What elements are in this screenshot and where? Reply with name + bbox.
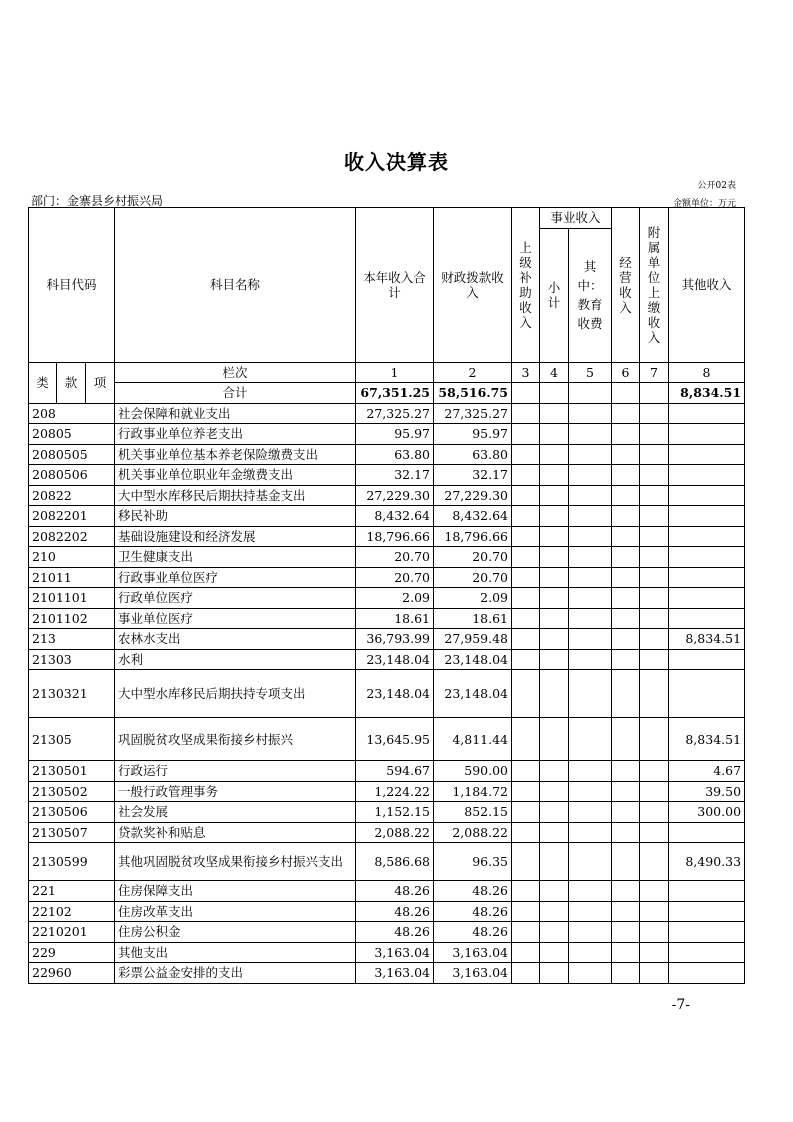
table-row xyxy=(29,802,745,823)
row-other xyxy=(669,465,745,486)
row-fiscal: 48.26 xyxy=(434,881,512,902)
row-code: 2130599 xyxy=(29,843,115,881)
row-code: 221 xyxy=(29,881,115,902)
row-other: 8,490.33 xyxy=(669,843,745,881)
table-row xyxy=(29,670,745,718)
row-other xyxy=(669,901,745,922)
row-other xyxy=(669,403,745,424)
row-other xyxy=(669,942,745,963)
row-total: 63.80 xyxy=(356,444,434,465)
row-code: 213 xyxy=(29,629,115,650)
total-row-label: 合计 xyxy=(115,383,356,404)
row-fiscal: 20.70 xyxy=(434,567,512,588)
header-name: 科目名称 xyxy=(115,208,356,363)
row-total: 2.09 xyxy=(356,588,434,609)
row-other xyxy=(669,608,745,629)
header-affiliated: 附属单位上缴收入 xyxy=(640,208,669,363)
row-code: 21011 xyxy=(29,567,115,588)
row-other xyxy=(669,881,745,902)
row-code: 2130501 xyxy=(29,761,115,782)
row-name: 住房公积金 xyxy=(115,922,356,943)
col-num: 6 xyxy=(612,362,640,383)
row-other: 300.00 xyxy=(669,802,745,823)
row-total: 8,586.68 xyxy=(356,843,434,881)
header-xiang: 项 xyxy=(86,362,115,403)
row-other xyxy=(669,822,745,843)
row-other: 8,834.51 xyxy=(669,629,745,650)
row-code: 2101101 xyxy=(29,588,115,609)
row-other xyxy=(669,547,745,568)
row-fiscal: 32.17 xyxy=(434,465,512,486)
row-fiscal: 18,796.66 xyxy=(434,526,512,547)
row-other: 8,834.51 xyxy=(669,718,745,761)
table-row xyxy=(29,718,745,761)
row-name: 行政运行 xyxy=(115,761,356,782)
row-other xyxy=(669,506,745,527)
table-row xyxy=(29,485,745,506)
row-name: 农林水支出 xyxy=(115,629,356,650)
table-row xyxy=(29,506,745,527)
row-code: 208 xyxy=(29,403,115,424)
row-name: 事业单位医疗 xyxy=(115,608,356,629)
row-name: 机关事业单位基本养老保险缴费支出 xyxy=(115,444,356,465)
row-other xyxy=(669,963,745,984)
table-row xyxy=(29,629,745,650)
row-total: 2,088.22 xyxy=(356,822,434,843)
row-total: 3,163.04 xyxy=(356,942,434,963)
column-label: 栏次 xyxy=(115,362,356,383)
row-code: 2210201 xyxy=(29,922,115,943)
header-subtotal: 小计 xyxy=(540,228,569,362)
table-row xyxy=(29,942,745,963)
header-lei: 类 xyxy=(29,362,57,403)
row-other xyxy=(669,670,745,718)
table-row xyxy=(29,761,745,782)
row-name: 彩票公益金安排的支出 xyxy=(115,963,356,984)
row-total: 594.67 xyxy=(356,761,434,782)
col-num: 7 xyxy=(640,362,669,383)
table-row xyxy=(29,526,745,547)
table-row xyxy=(29,781,745,802)
row-name: 其他支出 xyxy=(115,942,356,963)
row-total: 8,432.64 xyxy=(356,506,434,527)
row-name: 行政事业单位养老支出 xyxy=(115,424,356,445)
table-row xyxy=(29,588,745,609)
table-row xyxy=(29,547,745,568)
row-code: 2082201 xyxy=(29,506,115,527)
row-total: 1,224.22 xyxy=(356,781,434,802)
row-fiscal: 48.26 xyxy=(434,922,512,943)
row-name: 行政单位医疗 xyxy=(115,588,356,609)
row-total: 27,325.27 xyxy=(356,403,434,424)
income-table xyxy=(28,207,745,984)
row-total: 36,793.99 xyxy=(356,629,434,650)
table-row xyxy=(29,424,745,445)
row-name: 社会发展 xyxy=(115,802,356,823)
row-total: 95.97 xyxy=(356,424,434,445)
row-total: 23,148.04 xyxy=(356,649,434,670)
row-name: 其他巩固脱贫攻坚成果衔接乡村振兴支出 xyxy=(115,843,356,881)
header-kuan: 款 xyxy=(57,362,86,403)
table-row xyxy=(29,881,745,902)
row-fiscal: 3,163.04 xyxy=(434,963,512,984)
table-row xyxy=(29,444,745,465)
header-other: 其他收入 xyxy=(669,208,745,363)
row-other xyxy=(669,649,745,670)
table-row xyxy=(29,822,745,843)
total-row-fiscal: 58,516.75 xyxy=(434,383,512,404)
table-row xyxy=(29,922,745,943)
row-fiscal: 2.09 xyxy=(434,588,512,609)
header-code: 科目代码 xyxy=(29,208,115,363)
row-other xyxy=(669,567,745,588)
page-number: -7- xyxy=(671,997,690,1013)
row-code: 2130502 xyxy=(29,781,115,802)
row-name: 住房改革支出 xyxy=(115,901,356,922)
table-row xyxy=(29,901,745,922)
row-other: 4.67 xyxy=(669,761,745,782)
row-other xyxy=(669,526,745,547)
header-superior: 上级补助收入 xyxy=(512,208,540,363)
row-fiscal: 23,148.04 xyxy=(434,649,512,670)
row-code: 229 xyxy=(29,942,115,963)
row-code: 2082202 xyxy=(29,526,115,547)
row-fiscal: 8,432.64 xyxy=(434,506,512,527)
unit-label: 金额单位：万元 xyxy=(672,199,736,209)
table-row xyxy=(29,649,745,670)
row-total: 1,152.15 xyxy=(356,802,434,823)
col-num: 3 xyxy=(512,362,540,383)
row-name: 行政事业单位医疗 xyxy=(115,567,356,588)
table-row xyxy=(29,963,745,984)
row-code: 22960 xyxy=(29,963,115,984)
row-code: 21303 xyxy=(29,649,115,670)
row-total: 48.26 xyxy=(356,922,434,943)
row-code: 2130507 xyxy=(29,822,115,843)
row-total: 20.70 xyxy=(356,567,434,588)
row-code: 20822 xyxy=(29,485,115,506)
row-other xyxy=(669,444,745,465)
row-fiscal: 852.15 xyxy=(434,802,512,823)
row-code: 2080505 xyxy=(29,444,115,465)
row-fiscal: 4,811.44 xyxy=(434,718,512,761)
row-total: 27,229.30 xyxy=(356,485,434,506)
row-fiscal: 590.00 xyxy=(434,761,512,782)
table-body xyxy=(29,403,745,983)
header-total: 本年收入合计 xyxy=(356,208,434,363)
row-fiscal: 95.97 xyxy=(434,424,512,445)
total-row-other: 8,834.51 xyxy=(669,383,745,404)
row-total: 48.26 xyxy=(356,881,434,902)
row-name: 大中型水库移民后期扶持专项支出 xyxy=(115,670,356,718)
header-education: 其中：教育收费 xyxy=(569,228,612,362)
row-total: 23,148.04 xyxy=(356,670,434,718)
row-fiscal: 27,959.48 xyxy=(434,629,512,650)
row-name: 基础设施建设和经济发展 xyxy=(115,526,356,547)
row-code: 2130506 xyxy=(29,802,115,823)
col-num: 2 xyxy=(434,362,512,383)
row-fiscal: 3,163.04 xyxy=(434,942,512,963)
row-fiscal: 27,325.27 xyxy=(434,403,512,424)
row-fiscal: 2,088.22 xyxy=(434,822,512,843)
row-total: 48.26 xyxy=(356,901,434,922)
row-other: 39.50 xyxy=(669,781,745,802)
row-fiscal: 63.80 xyxy=(434,444,512,465)
row-name: 卫生健康支出 xyxy=(115,547,356,568)
form-number: 公开02表 xyxy=(697,181,736,191)
row-name: 巩固脱贫攻坚成果衔接乡村振兴 xyxy=(115,718,356,761)
row-other xyxy=(669,485,745,506)
table-row xyxy=(29,403,745,424)
row-name: 贷款奖补和贴息 xyxy=(115,822,356,843)
row-fiscal: 20.70 xyxy=(434,547,512,568)
row-fiscal: 48.26 xyxy=(434,901,512,922)
col-num: 5 xyxy=(569,362,612,383)
row-total: 18.61 xyxy=(356,608,434,629)
row-code: 2101102 xyxy=(29,608,115,629)
row-name: 一般行政管理事务 xyxy=(115,781,356,802)
row-fiscal: 27,229.30 xyxy=(434,485,512,506)
row-total: 20.70 xyxy=(356,547,434,568)
row-total: 3,163.04 xyxy=(356,963,434,984)
table-row xyxy=(29,843,745,881)
row-total: 13,645.95 xyxy=(356,718,434,761)
row-fiscal: 96.35 xyxy=(434,843,512,881)
row-other xyxy=(669,922,745,943)
row-name: 住房保障支出 xyxy=(115,881,356,902)
row-code: 20805 xyxy=(29,424,115,445)
row-code: 2130321 xyxy=(29,670,115,718)
row-code: 21305 xyxy=(29,718,115,761)
header-career: 事业收入 xyxy=(540,208,612,229)
row-other xyxy=(669,424,745,445)
table-row xyxy=(29,567,745,588)
col-num: 1 xyxy=(356,362,434,383)
row-code: 22102 xyxy=(29,901,115,922)
col-num: 8 xyxy=(669,362,745,383)
total-row-total: 67,351.25 xyxy=(356,383,434,404)
row-name: 大中型水库移民后期扶持基金支出 xyxy=(115,485,356,506)
table-row xyxy=(29,608,745,629)
department-label: 部门：金寨县乡村振兴局 xyxy=(31,194,164,208)
row-name: 机关事业单位职业年金缴费支出 xyxy=(115,465,356,486)
row-fiscal: 18.61 xyxy=(434,608,512,629)
row-name: 移民补助 xyxy=(115,506,356,527)
row-total: 18,796.66 xyxy=(356,526,434,547)
row-fiscal: 23,148.04 xyxy=(434,670,512,718)
col-num: 4 xyxy=(540,362,569,383)
header-operating: 经营收入 xyxy=(612,208,640,363)
row-total: 32.17 xyxy=(356,465,434,486)
row-name: 水利 xyxy=(115,649,356,670)
row-code: 2080506 xyxy=(29,465,115,486)
row-fiscal: 1,184.72 xyxy=(434,781,512,802)
row-name: 社会保障和就业支出 xyxy=(115,403,356,424)
page-title: 收入决算表 xyxy=(344,150,449,174)
table-row xyxy=(29,465,745,486)
row-other xyxy=(669,588,745,609)
header-fiscal: 财政拨款收入 xyxy=(434,208,512,363)
row-code: 210 xyxy=(29,547,115,568)
